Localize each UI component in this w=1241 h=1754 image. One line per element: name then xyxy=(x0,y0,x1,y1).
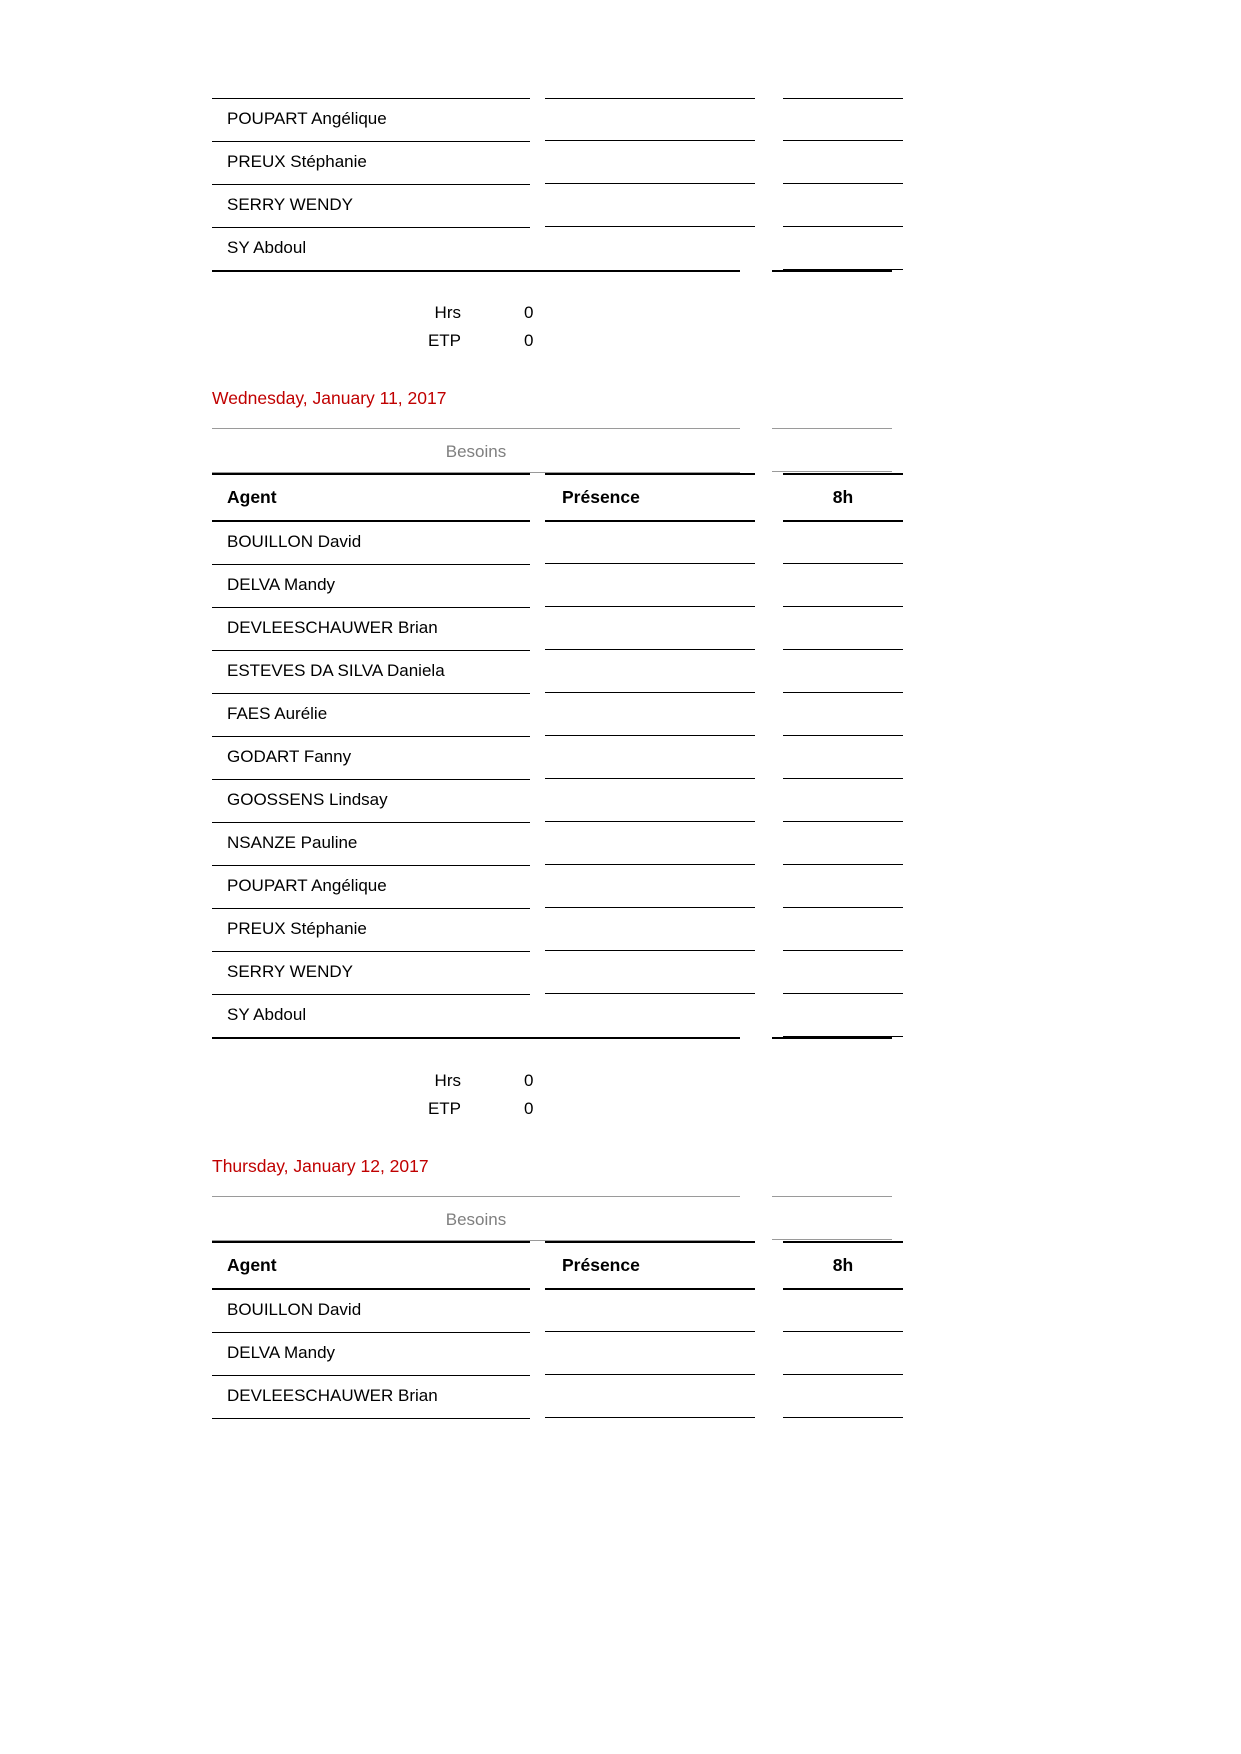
hours-rule xyxy=(783,608,903,650)
summary-wednesday xyxy=(212,1066,892,1122)
schedule-table-continued xyxy=(212,98,892,272)
presence-rule xyxy=(545,1290,755,1332)
table-bottom-rule xyxy=(212,270,892,272)
presence-cell[interactable] xyxy=(545,99,755,141)
summary-etp-value: 0 xyxy=(524,1098,534,1118)
agent-name: BOUILLON David xyxy=(212,1290,530,1333)
presence-cell[interactable] xyxy=(545,823,755,865)
schedule-table-thursday xyxy=(212,1196,892,1419)
hours-cell[interactable] xyxy=(783,1333,903,1375)
table-row[interactable] xyxy=(212,99,892,142)
hours-rule xyxy=(783,866,903,908)
presence-rule xyxy=(545,522,755,564)
table-row[interactable] xyxy=(212,780,892,823)
hours-rule xyxy=(783,522,903,564)
presence-rule xyxy=(545,99,755,141)
presence-cell[interactable] xyxy=(545,737,755,779)
hours-cell[interactable] xyxy=(783,608,903,650)
presence-rule xyxy=(545,185,755,227)
hours-rule xyxy=(783,1290,903,1332)
hours-cell[interactable] xyxy=(783,99,903,141)
presence-rule xyxy=(545,1333,755,1375)
agent-name: GODART Fanny xyxy=(212,737,530,780)
presence-rule xyxy=(545,780,755,822)
hours-cell[interactable] xyxy=(783,142,903,184)
presence-rule xyxy=(545,694,755,736)
agent-name: SERRY WENDY xyxy=(212,952,530,995)
hours-cell[interactable] xyxy=(783,823,903,865)
presence-cell[interactable] xyxy=(545,142,755,184)
table-row[interactable] xyxy=(212,995,892,1037)
hours-cell[interactable] xyxy=(783,737,903,779)
agent-name: POUPART Angélique xyxy=(212,99,530,142)
presence-cell[interactable] xyxy=(545,694,755,736)
hours-rule xyxy=(783,228,903,270)
summary-etp-line xyxy=(212,1094,892,1122)
summary-hrs-line xyxy=(212,1066,892,1094)
hours-cell[interactable] xyxy=(783,952,903,994)
summary-hrs-label: Hrs xyxy=(434,1070,461,1090)
hours-cell[interactable] xyxy=(783,1290,903,1332)
table-bottom-rule xyxy=(212,1037,892,1039)
hours-cell[interactable] xyxy=(783,780,903,822)
hours-rule xyxy=(783,651,903,693)
summary-hrs-value: 0 xyxy=(524,1070,534,1090)
presence-cell[interactable] xyxy=(545,780,755,822)
hours-cell[interactable] xyxy=(783,565,903,607)
agent-name: SY Abdoul xyxy=(227,1004,307,1024)
hours-cell[interactable] xyxy=(783,909,903,951)
agent-name: SERRY WENDY xyxy=(212,185,530,228)
presence-cell[interactable] xyxy=(545,909,755,951)
presence-rule xyxy=(545,952,755,994)
table-row[interactable] xyxy=(212,565,892,608)
table-row[interactable] xyxy=(212,866,892,909)
summary-etp-line xyxy=(212,326,892,354)
presence-cell[interactable] xyxy=(545,1290,755,1332)
column-header-presence: Présence xyxy=(545,1241,755,1290)
besoins-label: Besoins xyxy=(212,428,740,473)
table-row[interactable] xyxy=(212,651,892,694)
presence-cell[interactable] xyxy=(545,651,755,693)
besoins-label: Besoins xyxy=(212,1196,740,1241)
presence-rule xyxy=(545,1376,755,1418)
presence-cell[interactable] xyxy=(545,1376,755,1418)
presence-cell[interactable] xyxy=(545,185,755,227)
hours-rule xyxy=(783,909,903,951)
presence-cell[interactable] xyxy=(545,228,755,270)
hours-rule xyxy=(783,1376,903,1418)
hours-rule xyxy=(783,780,903,822)
agent-name: PREUX Stéphanie xyxy=(212,909,530,952)
column-header-row xyxy=(212,1241,892,1290)
column-header-row xyxy=(212,473,892,522)
presence-cell[interactable] xyxy=(545,522,755,564)
presence-cell[interactable] xyxy=(545,608,755,650)
hours-rule xyxy=(783,694,903,736)
besoins-hours-spacer xyxy=(772,428,892,472)
presence-rule xyxy=(545,823,755,865)
presence-cell[interactable] xyxy=(545,565,755,607)
column-header-agent: Agent xyxy=(212,473,530,522)
presence-rule xyxy=(545,142,755,184)
summary-hrs-value: 0 xyxy=(524,302,534,322)
rule-main-span xyxy=(212,1037,740,1039)
table-row[interactable] xyxy=(212,1376,892,1419)
column-header-agent: Agent xyxy=(212,1241,530,1290)
hours-cell[interactable] xyxy=(783,185,903,227)
summary-etp-value: 0 xyxy=(524,330,534,350)
hours-cell[interactable] xyxy=(783,866,903,908)
presence-cell[interactable] xyxy=(545,1333,755,1375)
hours-rule xyxy=(783,737,903,779)
hours-rule xyxy=(783,995,903,1037)
agent-name: POUPART Angélique xyxy=(212,866,530,909)
hours-rule xyxy=(783,565,903,607)
agent-name: DELVA Mandy xyxy=(212,565,530,608)
summary-etp-label: ETP xyxy=(427,1098,461,1118)
table-row[interactable] xyxy=(212,142,892,185)
agent-name: SY Abdoul xyxy=(227,238,307,257)
schedule-table-wednesday xyxy=(212,428,892,1039)
presence-cell[interactable] xyxy=(545,952,755,994)
hours-cell[interactable] xyxy=(783,228,903,270)
summary-hrs-line xyxy=(212,298,892,326)
besoins-header xyxy=(212,428,892,473)
agent-name: FAES Aurélie xyxy=(212,694,530,737)
summary-etp-label: ETP xyxy=(427,330,461,350)
presence-rule xyxy=(545,909,755,951)
table-row[interactable] xyxy=(212,608,892,651)
hours-rule xyxy=(783,952,903,994)
date-heading-wednesday: Wednesday, January 11, 2017 xyxy=(212,388,447,408)
table-row[interactable] xyxy=(212,1333,892,1376)
summary-hrs-label: Hrs xyxy=(434,302,461,322)
hours-rule xyxy=(783,142,903,184)
agent-name: GOOSSENS Lindsay xyxy=(212,780,530,823)
rule-hours-span xyxy=(772,1037,892,1039)
presence-rule xyxy=(545,608,755,650)
table-row[interactable] xyxy=(212,228,892,270)
table-row[interactable] xyxy=(212,185,892,228)
presence-rule xyxy=(545,228,755,270)
rule-main-span xyxy=(212,270,740,272)
agent-name: PREUX Stéphanie xyxy=(212,142,530,185)
agent-name: NSANZE Pauline xyxy=(212,823,530,866)
presence-cell[interactable] xyxy=(545,866,755,908)
summary-continued xyxy=(212,298,892,354)
presence-rule xyxy=(545,995,755,1037)
rule-hours-span xyxy=(772,270,892,272)
column-header-hours: 8h xyxy=(783,1241,903,1290)
table-row[interactable] xyxy=(212,1290,892,1333)
column-header-hours: 8h xyxy=(783,473,903,522)
presence-rule xyxy=(545,866,755,908)
table-row[interactable] xyxy=(212,694,892,737)
hours-rule xyxy=(783,1333,903,1375)
hours-cell[interactable] xyxy=(783,1376,903,1418)
presence-rule xyxy=(545,651,755,693)
hours-rule xyxy=(783,185,903,227)
presence-rule xyxy=(545,565,755,607)
presence-rule xyxy=(545,737,755,779)
hours-rule xyxy=(783,99,903,141)
table-row[interactable] xyxy=(212,737,892,780)
agent-name: DEVLEESCHAUWER Brian xyxy=(212,608,530,651)
table-row[interactable] xyxy=(212,522,892,565)
table-row[interactable] xyxy=(212,823,892,866)
hours-rule xyxy=(783,823,903,865)
besoins-hours-spacer xyxy=(772,1196,892,1240)
table-row[interactable] xyxy=(212,909,892,952)
agent-name: BOUILLON David xyxy=(212,522,530,565)
presence-cell[interactable] xyxy=(545,995,755,1037)
hours-cell[interactable] xyxy=(783,651,903,693)
agent-name: DELVA Mandy xyxy=(212,1333,530,1376)
hours-cell[interactable] xyxy=(783,995,903,1037)
table-row[interactable] xyxy=(212,952,892,995)
besoins-header xyxy=(212,1196,892,1241)
column-header-presence: Présence xyxy=(545,473,755,522)
hours-cell[interactable] xyxy=(783,694,903,736)
hours-cell[interactable] xyxy=(783,522,903,564)
agent-name: DEVLEESCHAUWER Brian xyxy=(212,1376,530,1419)
agent-name: ESTEVES DA SILVA Daniela xyxy=(212,651,530,694)
date-heading-thursday: Thursday, January 12, 2017 xyxy=(212,1156,429,1176)
